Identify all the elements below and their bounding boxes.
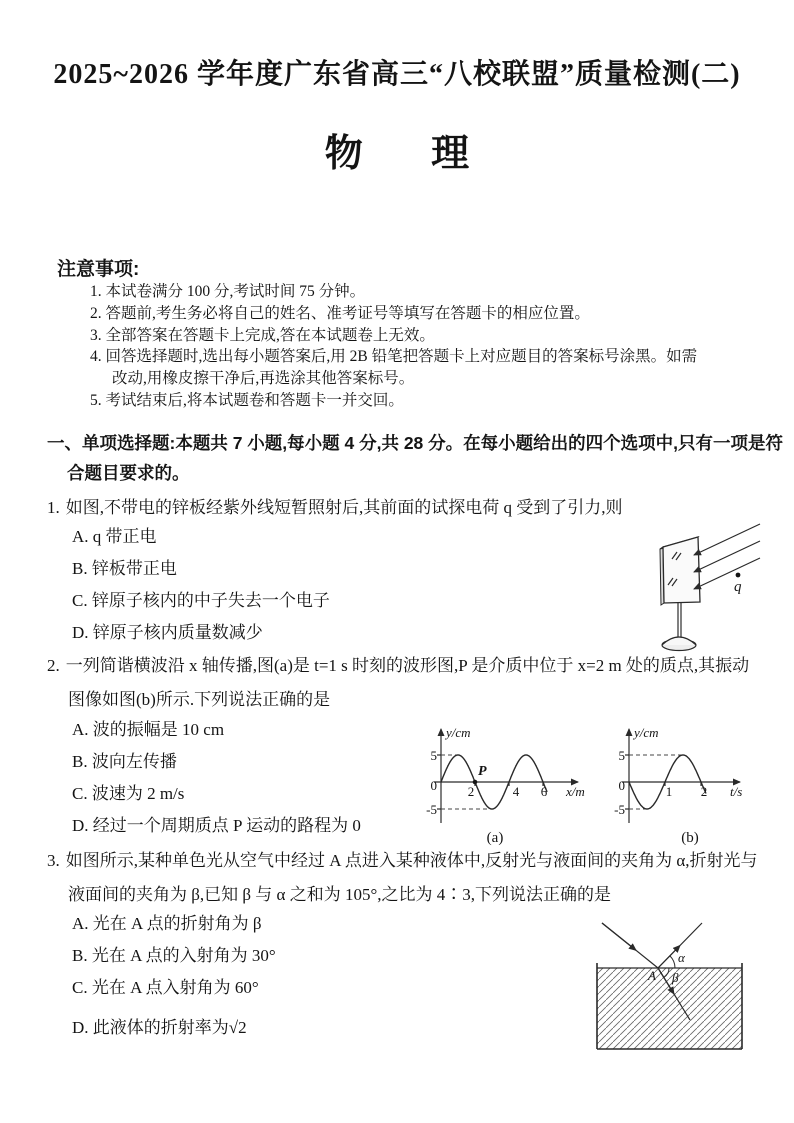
notice-item: 5. 考试结束后,将本试题卷和答题卡一并交回。: [90, 391, 404, 409]
question-1-options: [72, 521, 330, 649]
y-tick: 5: [430, 748, 437, 763]
y-tick: -5: [426, 802, 437, 817]
beta-label: β: [672, 970, 679, 985]
notice-item: 4. 回答选择题时,选出每小题答案后,用 2B 铅笔把答题卡上对应题目的答案标号涂黑。如需改动,用橡皮擦干净后,再选涂其他答案标号。: [90, 348, 698, 388]
zinc-plate: [660, 537, 700, 605]
page-title: 2025~2026 学年度广东省高三“八校联盟”质量检测(二): [53, 59, 741, 90]
test-charge-dot: [736, 573, 741, 578]
option-row: C. 波速为 2 m/s: [72, 784, 185, 803]
alpha-angle-arc: [670, 956, 675, 968]
question-number: 2.: [47, 656, 60, 675]
uv-ray-arrows: [694, 524, 760, 589]
figure-wave-graph-a: [420, 715, 595, 847]
option-row: D. 此液体的折射率为√2: [72, 1018, 247, 1037]
figure-refraction: [592, 916, 752, 1058]
option-row: A. q 带正电: [72, 527, 157, 546]
notice-item: 2. 答题前,考生务必将自己的姓名、准考证号等填写在答题卡的相应位置。: [90, 304, 590, 322]
notice-list: [90, 281, 705, 412]
x-tick: 6: [540, 784, 548, 799]
figure-zinc-plate: [615, 515, 780, 665]
point-P-label: P: [478, 764, 487, 779]
alpha-label: α: [678, 950, 685, 965]
section-heading: 一、单项选择题:本题共 7 小题,每小题 4 分,共 28 分。在每小题给出的四个选项中,只有一项是符合题目要求的。: [47, 433, 784, 483]
liquid-hatched-area: [597, 968, 742, 1049]
question-2-options: [72, 714, 361, 842]
question-3-options: [72, 908, 276, 1044]
question-text: 如图所示,某种单色光从空气中经过 A 点进入某种液体中,反射光与液面间的夹角为 α,折射光与液面间的夹角为 β,已知 β 与 α 之和为 105°,之比为 4∶3,下列说法正确的是: [65, 851, 758, 904]
notice-heading: 注意事项:: [57, 259, 140, 280]
plate-stand: [662, 603, 696, 651]
question-number: 3.: [47, 851, 60, 870]
x-tick: 2: [467, 784, 475, 799]
option-row: B. 光在 A 点的入射角为 30°: [72, 946, 276, 965]
x-axis-label: x/m: [566, 784, 585, 799]
option-row: A. 光在 A 点的折射角为 β: [72, 914, 262, 933]
t-tick: 1: [665, 784, 673, 799]
notice-item: 3. 全部答案在答题卡上完成,答在本试题卷上无效。: [90, 326, 435, 344]
option-row: C. 光在 A 点入射角为 60°: [72, 978, 259, 997]
test-charge-label: q: [734, 579, 742, 595]
figure-caption: (a): [486, 830, 504, 846]
option-row: B. 锌板带正电: [72, 559, 177, 578]
option-row: A. 波的振幅是 10 cm: [72, 720, 225, 739]
y-tick: 0: [618, 778, 625, 793]
option-row: B. 波向左传播: [72, 752, 177, 771]
question-text: 一列简谐横波沿 x 轴传播,图(a)是 t=1 s 时刻的波形图,P 是介质中位于 x=2 m 处的质点,其振动图像如图(b)所示.下列说法正确的是: [65, 656, 750, 709]
question-3-stem: [47, 844, 768, 912]
y-axis-label: y/cm: [634, 725, 659, 740]
question-2-stem: [47, 649, 758, 717]
y-tick: 5: [618, 748, 625, 763]
question-text: 如图,不带电的锌板经紫外线短暂照射后,其前面的试探电荷 q 受到了引力,则: [65, 498, 623, 517]
option-row: D. 锌原子核内质量数减少: [72, 623, 263, 642]
t-tick: 2: [700, 784, 708, 799]
figure-caption: (b): [681, 830, 699, 846]
y-tick: -5: [614, 802, 625, 817]
y-tick: 0: [430, 778, 437, 793]
subject-title: 物理: [324, 133, 538, 175]
t-axis-label: t/s: [730, 784, 743, 799]
option-row: C. 锌原子核内的中子失去一个电子: [72, 591, 330, 610]
incidence-point-label: A: [648, 968, 656, 983]
x-tick: 4: [512, 784, 520, 799]
option-row: D. 经过一个周期质点 P 运动的路程为 0: [72, 816, 361, 835]
notice-item: 1. 本试卷满分 100 分,考试时间 75 分钟。: [90, 283, 366, 300]
y-axis-label: y/cm: [446, 725, 471, 740]
figure-vibration-graph-b: [608, 715, 760, 847]
question-number: 1.: [47, 498, 60, 517]
